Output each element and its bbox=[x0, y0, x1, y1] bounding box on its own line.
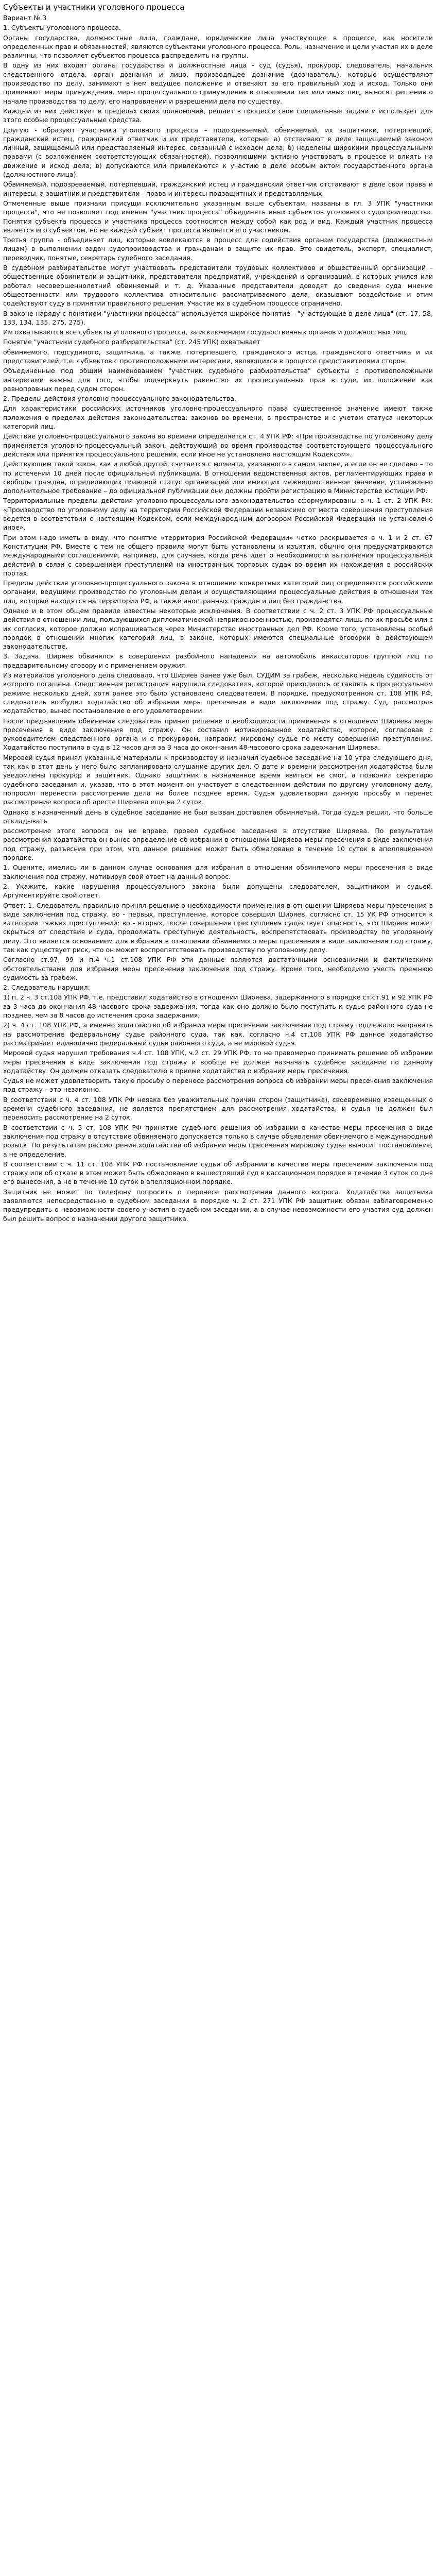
paragraph: Согласно ст.97, 99 и п.4 ч.1 ст.108 УПК РФ эти данные являются достаточными основаниями и фактическими обстоятельствами для избрания меры пресечения заключения под стражу. Кроме того, необходимо учесть прежнюю судимость за грабеж. bbox=[3, 956, 433, 981]
paragraph: Однако в назначенный день в судебное заседание не был вызван доставлен обвиняемый. Тогда судья решил, что больше откладывать bbox=[3, 808, 433, 825]
paragraph: Мировой судья принял указанные материалы к производству и назначил судебное заседание на 10 утра следующего дня, так как в этот день у него было запланировано слушание других дел. О дате и времени рассмотрения ходатайства были уведомлены прокурор и защитник. Однако защитник в назначенное время явиться не смог, а позвонил секретарю судебного заседания и, указав, что в этот момент он участвует в следственном действии по другому уголовному делу, попросил перенести рассмотрение дела на более позднее время. Судья удовлетворил данную просьбу и перенес рассмотрение вопроса об аресте Ширяева еще на 2 суток. bbox=[3, 753, 433, 806]
paragraph: В соответствии с ч. 4 ст. 108 УПК РФ неявка без уважительных причин сторон (защитника), своевременно извещенных о времени судебного заседания, не является препятствием для рассмотрения ходатайства, и судья не должен был переносить рассмотрение на 2 суток. bbox=[3, 1095, 433, 1122]
paragraph: 1. Оцените, имелись ли в данном случае основания для избрания в отношении обвиняемого меры пресечения в виде заключения под стражу, мотивируя свой ответ на данный вопрос. bbox=[3, 863, 433, 880]
paragraph: После предъявления обвинения следователь принял решение о необходимости применения в отношении Ширяева меры пресечения в виде заключения под стражу. Он составил мотивированное ходатайство, которое, согласовав с руководителем следственного органа и с прокурором, направил мировому судье по месту совершения преступления. Ходатайство поступило в суд в 12 часов дня за 3 часа до окончания 48-часового срока задержания Ширяева. bbox=[3, 717, 433, 752]
paragraph: Для характеристики российских источников уголовно-процессуального права существенное значение имеют также положения о пределах действия законодательства: законов во времени, в пространстве и с учетом статуса некоторых категорий лиц. bbox=[3, 404, 433, 431]
paragraph: Третья группа - объединяет лиц, которые вовлекаются в процесс для содействия органам государства (должностным лицам) в выполнении задач судопроизводства и гражданам в защите их прав. Это свидетель, эксперт, специалист, переводчик, понятые, секретарь судебного заседания. bbox=[3, 236, 433, 262]
paragraph: В законе наряду с понятием "участники процесса" используется широкое понятие - "участвующие в деле лица" (ст. 17, 58, 133, 134, 135, 275, 275). bbox=[3, 309, 433, 326]
paragraph: рассмотрение этого вопроса он не вправе, провел судебное заседание в отсутствие Ширяева. По результатам рассмотрения ходатайства он вынес определение об избрании в отношении Ширяева меры пресечения в виде заключения под стражу, разъяснив при этом, что данное решение может быть обжаловано в течение 10 суток в апелляционном порядке. bbox=[3, 827, 433, 862]
paragraph: Понятие "участники судебного разбирательства" (ст. 245 УПК) охватывает bbox=[3, 338, 261, 346]
paragraph: В соответствии с ч. 5 ст. 108 УПК РФ принятие судебного решения об избрании в качестве меры пресечения в виде заключения под стражу в отсутствие обвиняемого допускается только в случае объявления обвиняемого в международный розыск. По результатам рассмотрения ходатайства об избрании меры пресечения мировому судье выносит постановление, а не определение. bbox=[3, 1123, 433, 1158]
paragraph: 2. Следователь нарушил: bbox=[3, 984, 90, 992]
paragraph: Из материалов уголовного дела следовало, что Ширяев ранее уже был, СУДИМ за грабеж, несколько недель судимость от которого погашена. Следственная регистрация нарушила следователя, которой приходилось оставлять в процессуальном режиме несколько дней, хотя ранее это было установлено следователем. В порядке, предусмотренном ст. 108 УПК РФ, следователь возбудил ходатайство об избрании меры пресечения в виде заключения под стражу. Суд, рассмотрев ходатайство, вынес постановление о его удовлетворении. bbox=[3, 671, 433, 715]
document-page bbox=[0, 0, 436, 1223]
paragraph: Отмеченные выше признаки присущи исключительно указанным выше субъектам, названы в гл. 3 УПК "участники процесса", что не позволяет под именем "участник процесса" объединять иных субъектов уголовного судопроизводства. Понятия субъекта процесса и участника процесса соотносятся между собой как род и вид. Каждый участник процесса является его субъектом, но не каждый субъект процесса является его участником. bbox=[3, 199, 433, 234]
paragraph: Пределы действия уголовно-процессуального закона в отношении конкретных категорий лиц определяются российскими органами, ведущими производство по уголовным делам и осуществляющими процессуальные действия в отношении тех лиц, которые находятся на территории РФ, а также иностранных граждан и лиц без гражданства. bbox=[3, 579, 433, 605]
document-title: Субъекты и участники уголовного процесса bbox=[3, 3, 185, 12]
paragraph: Защитник не может по телефону попросить о перенесе рассмотрения данного вопроса. Ходатайства защитника заявляются непосредственно в судебном заседании в порядке ч. 2 ст. 271 УПК РФ защитник обязан заблаговременно предупредить о невозможности своего участия в судебном заседании, а в случае невозможности его участия суд должен был решить вопрос о назначении другого защитника. bbox=[3, 1188, 433, 1223]
paragraph: В одну из них входят органы государства и должностные лица - суд (судья), прокурор, следователь, начальник следственного отдела, орган дознания и лицо, производящее дознание (дознаватель), которые осуществляют производство по делу, занимают в нем ведущее положение и отвечают за его правильный ход и исход. Только они применяют меры принуждения, меры процессуального принуждения в отношении тех или иных лиц, выносят решения о начале производства по делу, его направлении и разрешении дела по существу. bbox=[3, 61, 433, 105]
paragraph: Органы государства, должностные лица, граждане, юридические лица участвующие в процессе, как носители определенных прав и обязанностей, являются субъектами уголовного процесса. Роль, назначение и цели участия их в деле различны, что позволяет субъектов процесса распределить на группы. bbox=[3, 33, 433, 60]
paragraph: Судья не может удовлетворить такую просьбу о перенесе рассмотрения вопроса об избрании меры пресечения заключения под стражу – это незаконно. bbox=[3, 1077, 433, 1094]
paragraph: При этом надо иметь в виду, что понятие «территория Российской Федерации» четко раскрывается в ч. 1 и 2 ст. 67 Конституции РФ. Вместе с тем не общего правила могут быть установлены и изъятия, обычно они предусматриваются международными соглашениями, например, для случаев, когда речь идет о необходимости выполнения процессуальных действий в связи с совершением преступлений на иностранных торговых судах во время их нахождения в российских портах. bbox=[3, 533, 433, 577]
paragraph: Вариант № 3 bbox=[3, 14, 47, 22]
paragraph: Действующим такой закон, как и любой другой, считается с момента, указанного в самом законе, а если он не сделано – то по истечении 10 дней после официальный публикации. В отношении ведомственных актов, регламентирующих права и свободы граждан, определяющих правовой статус организаций или имеющих межведомственное значение, установлено дополнительное требование – до официальной публикации они должны пройти регистрацию в Министерстве юстиции РФ. bbox=[3, 460, 433, 495]
paragraph: Территориальные пределы действия уголовно-процессуального законодательства сформулированы в ч. 1 ст. 2 УПК РФ: «Производство по уголовному делу на территории Российской Федерации независимо от места совершения преступления ведется в соответствии с настоящим Кодексом, если международным договором Российской Федерации не установлено иное». bbox=[3, 497, 433, 532]
paragraph: 2. Укажите, какие нарушения процессуального закона были допущены следователем, защитником и судьей. Аргументируйте свой ответ. bbox=[3, 882, 433, 900]
paragraph: Обвиняемый, подозреваемый, потерпевший, гражданский истец и гражданский ответчик отстаивают в деле свои права и интересы, а защитник и представители - права и интересы подзащитных и представляемых. bbox=[3, 180, 433, 197]
document-body bbox=[3, 13, 433, 1223]
paragraph: обвиняемого, подсудимого, защитника, а также, потерпевшего, гражданского истца, гражданского ответчика и их представителей, т.е. субъектов с противоположными интересами, являющихся в процессе представителями сторон. bbox=[3, 348, 433, 365]
paragraph: В соответствии с ч. 11 ст. 108 УПК РФ постановление судьи об избрании в качестве меры пресечения заключения под стражу или об отказе в этом может быть обжаловано в вышестоящий суд в кассационном порядке в течение 3 суток со дня его вынесения, а не в течение 10 суток в апелляционном порядке. bbox=[3, 1160, 433, 1186]
paragraph: Объединенные под общим наименованием "участник судебного разбирательства" субъекты с противоположными интересами важны для того, чтобы подчеркнуть равенство их процессуальных прав в суде, их положение как равноправных перед судом сторон. bbox=[3, 367, 433, 393]
paragraph: В судебном разбирательстве могут участвовать представители трудовых коллективов и общественный организаций – общественные обвинители и защитники, представители предприятий, учреждений и организаций, в которых учился или работал несовершеннолетний обвиняемый и т. д. Указанные представители доводят до сведения суда мнение общественности или трудового коллектива относительно рассматриваемого дела, оказывают воздействие и этим содействуют суду в принятии правильного решения. Участие их в судебном процессе ограничено. bbox=[3, 264, 433, 308]
paragraph: Ответ: 1. Следователь правильно принял решение о необходимости применения в отношении Ширяева меры пресечения в виде заключения под стражу, во - первых, преступление, которое совершил Ширяев, согласно ст. 15 УК РФ относится к категории тяжких преступлений; во - вторых, после совершения преступления существует опасность, что Ширяев может скрыться от следствия и суда, продолжать преступную деятельность, воспрепятствовать производству по уголовному делу. Это является основанием для избрания в отношении обвиняемого меры пресечения в виде заключения под стражу, так как существует риск, что он может воспрепятствовать производству по уголовному делу. bbox=[3, 901, 433, 954]
paragraph: 2) ч. 4 ст. 108 УПК РФ, а именно ходатайство об избрании меры пресечения заключения под стражу подлежало направить на рассмотрение федеральному судье районного суда, так как, согласно ч.4 ст.108 УПК РФ данное ходатайство рассматривает единолично федеральный судья районного суда, а не мировой судья. bbox=[3, 1021, 433, 1047]
paragraph: Однако и в этом общем правиле известны некоторые исключения. В соответствии с ч. 2 ст. 3 УПК РФ процессуальные действия в отношении лиц, пользующихся дипломатической неприкосновенностью, производятся лишь по их просьбе или с их согласия, которое должно испрашиваться через Министерство иностранных дел РФ. Кроме того, установлены особый порядок в отношении многих категорий лиц, в законе, которых имеются специальные оговорки в действующем законодательстве. bbox=[3, 607, 433, 651]
paragraph: Мировой судья нарушил требования ч.4 ст. 108 УПК, ч.2 ст. 29 УПК РФ, то не правомерно принимать решение об избрании меры пресечения в виде заключения под стражу и вообще не должен назначать судебное заседание по данному ходатайству. Он должен отказать следователю в приеме ходатайства о избрании меры пресечения. bbox=[3, 1049, 433, 1075]
paragraph: Действие уголовно-процессуального закона во времени определяется ст. 4 УПК РФ: «При производстве по уголовному делу применяется уголовно-процессуальный закон, действующий во время производства соответствующего процессуального действия или принятия процессуального решения, если иное не установлено настоящим Кодексом». bbox=[3, 432, 433, 458]
paragraph: Им охватываются все субъекты уголовного процесса, за исключением государственных органов и должностных лиц. bbox=[3, 328, 408, 336]
paragraph: Каждый из них действует в пределах своих полномочий, решает в процессе свои специальные задачи и использует для этого особые процессуальные средства. bbox=[3, 107, 433, 124]
paragraph: 1) п. 2 ч. 3 ст.108 УПК РФ, т.е. представил ходатайство в отношении Ширяева, задержанного в порядке ст.ст.91 и 92 УПК РФ за 3 часа до окончания 48-часового срока задержания, тогда как оно должно было поступить к судье районного суда не позднее, чем за 8 часов до истечения срока задержания; bbox=[3, 993, 433, 1020]
paragraph: 1. Субъекты уголовного процесса. bbox=[3, 24, 121, 32]
paragraph: 2. Пределы действия уголовно-процессуального законодательства. bbox=[3, 395, 236, 403]
paragraph: Другую - образуют участники уголовного процесса – подозреваемый, обвиняемый, их защитники, потерпевший, гражданский истец, гражданский ответчик и их представители, которые: а) отстаивают в деле защищаемый законом личный, защищаемый или представляемый интерес, связанный с исходом дела; б) наделены широкими процессуальными правами (с возложением соответствующих обязанностей), позволяющими активно участвовать в процессе и влиять на движение и исход дела; в) допускаются или привлекаются к участию в деле особым актом государственного органа (должностного лица). bbox=[3, 126, 433, 179]
paragraph: 3. Задача. Ширяев обвинялся в совершении разбойного нападения на автомобиль инкассаторов группой лиц по предварительному сговору и с применением оружия. bbox=[3, 652, 433, 669]
